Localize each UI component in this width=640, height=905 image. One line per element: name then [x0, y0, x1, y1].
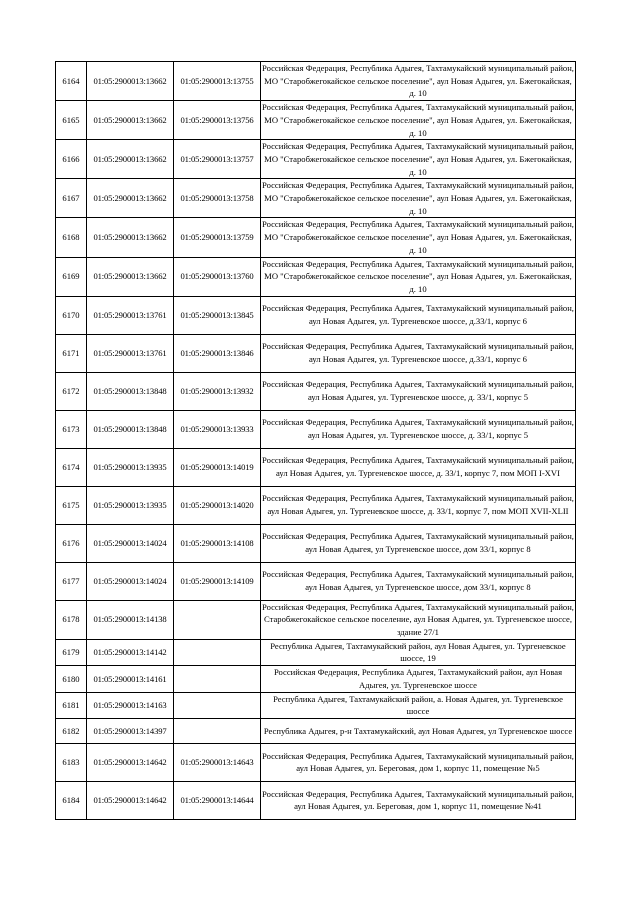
address: Российская Федерация, Республика Адыгея, Тахтамукайский муниципальный район, МО "Старобжегокайское сельское поселение", аул Новая Адыгея, ул. Бжегокайская, д. 10	[261, 179, 576, 218]
row-number: 6184	[56, 781, 87, 819]
cadastral-number	[174, 692, 261, 718]
address: Российская Федерация, Республика Адыгея, Тахтамукайский муниципальный район, МО "Старобжегокайское сельское поселение", аул Новая Адыгея, ул. Бжегокайская, д. 10	[261, 101, 576, 140]
row-number: 6167	[56, 179, 87, 218]
address: Российская Федерация, Республика Адыгея, Тахтамукайский муниципальный район, МО "Старобжегокайское сельское поселение", аул Новая Адыгея, ул. Бжегокайская, д. 10	[261, 140, 576, 179]
address: Российская Федерация, Республика Адыгея, Тахтамукайский муниципальный район, аул Новая Адыгея, ул Тургеневское шоссе, дом 33/1, корпус 8	[261, 524, 576, 562]
row-number: 6180	[56, 666, 87, 692]
parent-cadastral-number: 01:05:2900013:13848	[87, 410, 174, 448]
table-row	[56, 257, 576, 296]
row-number: 6170	[56, 296, 87, 334]
cadastral-number: 01:05:2900013:13846	[174, 334, 261, 372]
address: Российская Федерация, Республика Адыгея, Тахтамукайский муниципальный район, аул Новая Адыгея, ул. Береговая, дом 1, корпус 11, помещение №5	[261, 743, 576, 781]
address: Российская Федерация, Республика Адыгея, Тахтамукайский муниципальный район, аул Новая Адыгея, ул. Тургеневское шоссе, д. 33/1, корпус 5	[261, 372, 576, 410]
parent-cadastral-number: 01:05:2900013:13935	[87, 448, 174, 486]
address: Российская Федерация, Республика Адыгея, Тахтамукайский муниципальный район, аул Новая Адыгея, ул. Береговая, дом 1, корпус 11, помещение №41	[261, 781, 576, 819]
cadastral-number	[174, 639, 261, 665]
table-row	[56, 410, 576, 448]
cadastral-number: 01:05:2900013:13758	[174, 179, 261, 218]
row-number: 6165	[56, 101, 87, 140]
address: Российская Федерация, Республика Адыгея, Тахтамукайский муниципальный район, аул Новая Адыгея, ул. Тургеневское шоссе, д.33/1, корпус 6	[261, 296, 576, 334]
address: Российская Федерация, Республика Адыгея, Тахтамукайский муниципальный район, аул Новая Адыгея, ул. Тургеневское шоссе, д.33/1, корпус 6	[261, 334, 576, 372]
row-number: 6169	[56, 257, 87, 296]
cadastral-number: 01:05:2900013:13760	[174, 257, 261, 296]
address: Российская Федерация, Республика Адыгея, Тахтамукайский муниципальный район, МО "Старобжегокайское сельское поселение", аул Новая Адыгея, ул. Бжегокайская, д. 10	[261, 257, 576, 296]
row-number: 6178	[56, 600, 87, 639]
table-row	[56, 524, 576, 562]
row-number: 6172	[56, 372, 87, 410]
parent-cadastral-number: 01:05:2900013:13662	[87, 179, 174, 218]
parent-cadastral-number: 01:05:2900013:13761	[87, 334, 174, 372]
parent-cadastral-number: 01:05:2900013:13662	[87, 140, 174, 179]
address: Российская Федерация, Республика Адыгея, Тахтамукайский муниципальный район, Старобжегокайское сельское поселение, аул Новая Адыгея, ул. Тургеневское шоссе, здание 27/1	[261, 600, 576, 639]
cadastral-number	[174, 600, 261, 639]
table-row	[56, 600, 576, 639]
cadastral-number: 01:05:2900013:13845	[174, 296, 261, 334]
cadastral-number: 01:05:2900013:14643	[174, 743, 261, 781]
table-row	[56, 692, 576, 718]
row-number: 6177	[56, 562, 87, 600]
row-number: 6181	[56, 692, 87, 718]
cadastral-number: 01:05:2900013:14020	[174, 486, 261, 524]
table-row	[56, 296, 576, 334]
address: Российская Федерация, Республика Адыгея, Тахтамукайский муниципальный район, аул Новая Адыгея, ул. Тургеневское шоссе, д. 33/1, корпус 7, пом МОП I-XVI	[261, 448, 576, 486]
cadastral-number: 01:05:2900013:13757	[174, 140, 261, 179]
table-row	[56, 101, 576, 140]
table-body	[56, 62, 576, 820]
address: Республика Адыгея, Тахтамукайский район, а. Новая Адыгея, ул. Тургеневское шоссе	[261, 692, 576, 718]
table-row	[56, 743, 576, 781]
parent-cadastral-number: 01:05:2900013:13662	[87, 101, 174, 140]
parent-cadastral-number: 01:05:2900013:13662	[87, 257, 174, 296]
address: Российская Федерация, Республика Адыгея, Тахтамукайский муниципальный район, аул Новая Адыгея, ул Тургеневское шоссе, дом 33/1, корпус 8	[261, 562, 576, 600]
row-number: 6166	[56, 140, 87, 179]
row-number: 6179	[56, 639, 87, 665]
row-number: 6171	[56, 334, 87, 372]
parent-cadastral-number: 01:05:2900013:13848	[87, 372, 174, 410]
cadastral-table	[55, 61, 576, 820]
cadastral-number: 01:05:2900013:13933	[174, 410, 261, 448]
cadastral-number: 01:05:2900013:14109	[174, 562, 261, 600]
address: Республика Адыгея, р-н Тахтамукайский, аул Новая Адыгея, ул Тургеневское шоссе	[261, 718, 576, 743]
row-number: 6168	[56, 218, 87, 257]
parent-cadastral-number: 01:05:2900013:13935	[87, 486, 174, 524]
table-row	[56, 372, 576, 410]
row-number: 6176	[56, 524, 87, 562]
table-row	[56, 218, 576, 257]
table-row	[56, 140, 576, 179]
address: Российская Федерация, Республика Адыгея, Тахтамукайский муниципальный район, аул Новая Адыгея, ул. Тургеневское шоссе, д. 33/1, корпус 5	[261, 410, 576, 448]
cadastral-number: 01:05:2900013:13932	[174, 372, 261, 410]
table-row	[56, 486, 576, 524]
table-row	[56, 666, 576, 692]
parent-cadastral-number: 01:05:2900013:13761	[87, 296, 174, 334]
parent-cadastral-number: 01:05:2900013:13662	[87, 62, 174, 101]
cadastral-number: 01:05:2900013:13759	[174, 218, 261, 257]
parent-cadastral-number: 01:05:2900013:14397	[87, 718, 174, 743]
row-number: 6174	[56, 448, 87, 486]
parent-cadastral-number: 01:05:2900013:13662	[87, 218, 174, 257]
row-number: 6183	[56, 743, 87, 781]
row-number: 6164	[56, 62, 87, 101]
address: Российская Федерация, Республика Адыгея, Тахтамукайский муниципальный район, МО "Старобжегокайское сельское поселение", аул Новая Адыгея, ул. Бжегокайская, д. 10	[261, 62, 576, 101]
table-row	[56, 781, 576, 819]
table-row	[56, 718, 576, 743]
cadastral-number: 01:05:2900013:13755	[174, 62, 261, 101]
address: Российская Федерация, Республика Адыгея, Тахтамукайский муниципальный район, аул Новая Адыгея, ул. Тургеневское шоссе, д. 33/1, корпус 7, пом МОП XVII-XLII	[261, 486, 576, 524]
cadastral-number	[174, 718, 261, 743]
table-row	[56, 448, 576, 486]
parent-cadastral-number: 01:05:2900013:14163	[87, 692, 174, 718]
address: Республика Адыгея, Тахтамукайский район, аул Новая Адыгея, ул. Тургеневское шоссе, 19	[261, 639, 576, 665]
cadastral-number: 01:05:2900013:13756	[174, 101, 261, 140]
parent-cadastral-number: 01:05:2900013:14142	[87, 639, 174, 665]
table-row	[56, 179, 576, 218]
table-row	[56, 562, 576, 600]
cadastral-number: 01:05:2900013:14644	[174, 781, 261, 819]
table-row	[56, 334, 576, 372]
table-row	[56, 62, 576, 101]
parent-cadastral-number: 01:05:2900013:14642	[87, 743, 174, 781]
parent-cadastral-number: 01:05:2900013:14138	[87, 600, 174, 639]
address: Российская Федерация, Республика Адыгея, Тахтамукайский муниципальный район, МО "Старобжегокайское сельское поселение", аул Новая Адыгея, ул. Бжегокайская, д. 10	[261, 218, 576, 257]
table-row	[56, 639, 576, 665]
cadastral-number	[174, 666, 261, 692]
cadastral-number: 01:05:2900013:14019	[174, 448, 261, 486]
parent-cadastral-number: 01:05:2900013:14024	[87, 562, 174, 600]
parent-cadastral-number: 01:05:2900013:14024	[87, 524, 174, 562]
parent-cadastral-number: 01:05:2900013:14161	[87, 666, 174, 692]
row-number: 6173	[56, 410, 87, 448]
row-number: 6175	[56, 486, 87, 524]
row-number: 6182	[56, 718, 87, 743]
address: Российская Федерация, Республика Адыгея, Тахтамукайский район, аул Новая Адыгея, ул. Тургеневское шоссе	[261, 666, 576, 692]
parent-cadastral-number: 01:05:2900013:14642	[87, 781, 174, 819]
cadastral-number: 01:05:2900013:14108	[174, 524, 261, 562]
